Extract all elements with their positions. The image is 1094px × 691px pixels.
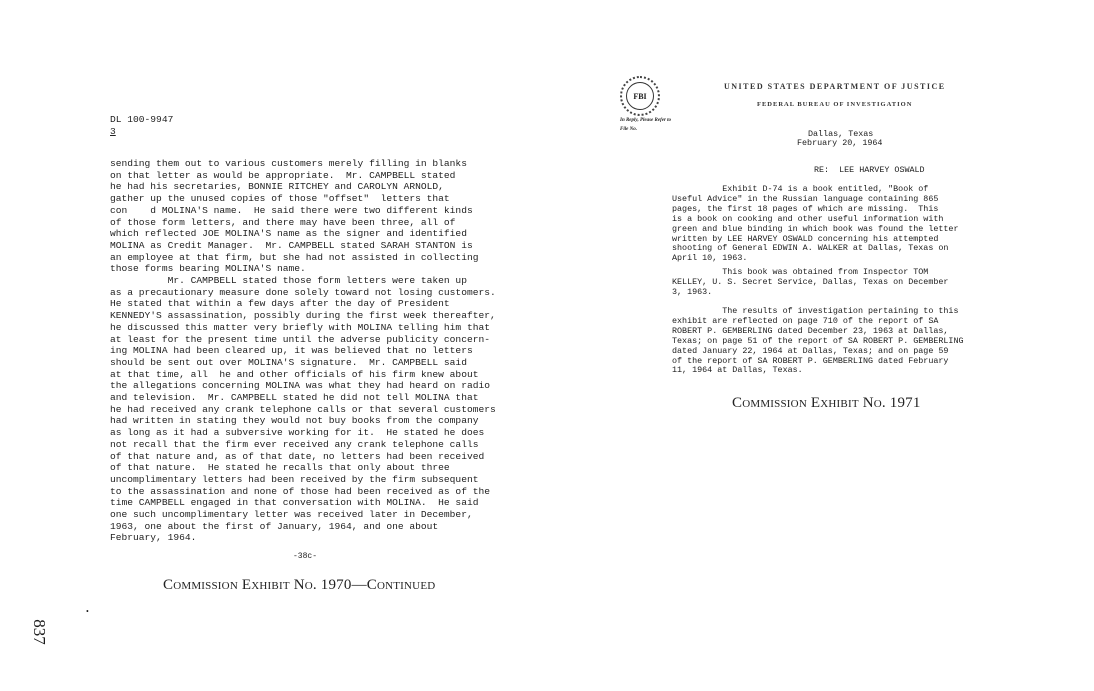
file-number: DL 100-9947 [110,114,174,125]
letter-paragraph-3: The results of investigation pertaining to this exhibit are reflected on page 710 of the report of SA ROBERT P. GEMBERLING dated December 23, 1963 at Dallas, Texas; on page 51 of the report of SA ROBERT P. GEMBERLING dated January 22, 1964 at Dallas, Texas; and on page 59 of the report of SA ROBERT P. GEMBERLING dated February 11, 1964 at Dallas, Texas. [672,306,964,376]
subject-line: RE: LEE HARVEY OSWALD [814,165,925,175]
volume-page-number: 837 [29,619,49,645]
bureau-header: FEDERAL BUREAU OF INVESTIGATION [757,101,913,108]
file-no-label: File No. [620,127,637,132]
agency-header: UNITED STATES DEPARTMENT OF JUSTICE [724,82,946,91]
place: Dallas, Texas [808,129,874,139]
page-footer: -38c- [293,552,318,561]
seal-text: FBI [633,91,647,101]
body-paragraph-1: sending them out to various customers merely filling in blanks on that letter as would be appropriate. Mr. CAMPBELL stated he had his secretaries, BONNIE RITCHEY and CAROLYN ARNOLD, gather up the unused copies of those "offset" letters that con d MOLINA'S name. He said there were two different kinds of those form letters, and there may have been three, all of which reflected JOE MOLINA'S name as the signer and identified MOLINA as Credit Manager. Mr. CAMPBELL stated SARAH STANTON is an employee at that firm, but she had not assisted in collecting those forms bearing MOLINA'S name. [110,158,479,275]
letter-paragraph-1: Exhibit D-74 is a book entitled, "Book of Useful Advice" in the Russian language containing 865 pages, the first 18 pages of which are missing. This is a book on cooking and other useful information with green and blue binding in which book was found the letter written by LEE HARVEY OSWALD concerning his attempted shooting of General EDWIN A. WALKER at Dallas, Texas on April 10, 1963. [672,184,959,264]
stray-mark: • [86,607,89,616]
body-paragraph-2: Mr. CAMPBELL stated those form letters were taken up as a precautionary measure done solely toward not losing customers. He stated that within a few days after the day of President KENNEDY'S assassination, possibly during the first week thereafter, he discussed this matter very briefly with MOLINA telling him that at least for the present time until the adverse publicity concern- ing MOLINA had been cleared up, it was believed that no letters should be sent out over MOLINA'S signature. Mr. CAMPBELL said at that time, all he and other officials of his firm knew about the allegations concerning MOLINA was what they had heard on radio and television. Mr. CAMPBELL stated he did not tell MOLINA that he had received any crank telephone calls or that several customers had written in stating they would not buy books from the company as long as it had a subversive working for it. He stated he does not recall that the firm ever received any crank telephone calls of that nature and, as of that date, no letters had been received of that nature. He stated he recalls that only about three uncomplimentary letters had been received by the firm subsequent to the assassination and none of those had been received as of the time CAMPBELL engaged in that conversation with MOLINA. He said one such uncomplimentary letter was received later in December, 1963, one about the first of January, 1964, and one about February, 1964. [110,275,496,544]
seal-center [626,82,654,110]
exhibit-caption-1971: Commission Exhibit No. 1971 [732,395,921,411]
fbi-seal-icon [620,76,660,116]
page-marker: 3 [110,126,116,137]
letter-date: February 20, 1964 [797,138,883,148]
letter-paragraph-2: This book was obtained from Inspector TOM KELLEY, U. S. Secret Service, Dallas, Texas on December 3, 1963. [672,267,949,297]
exhibit-caption-1970: Commission Exhibit No. 1970—Continued [163,577,436,593]
reply-note: In Reply, Please Refer to [620,118,672,123]
